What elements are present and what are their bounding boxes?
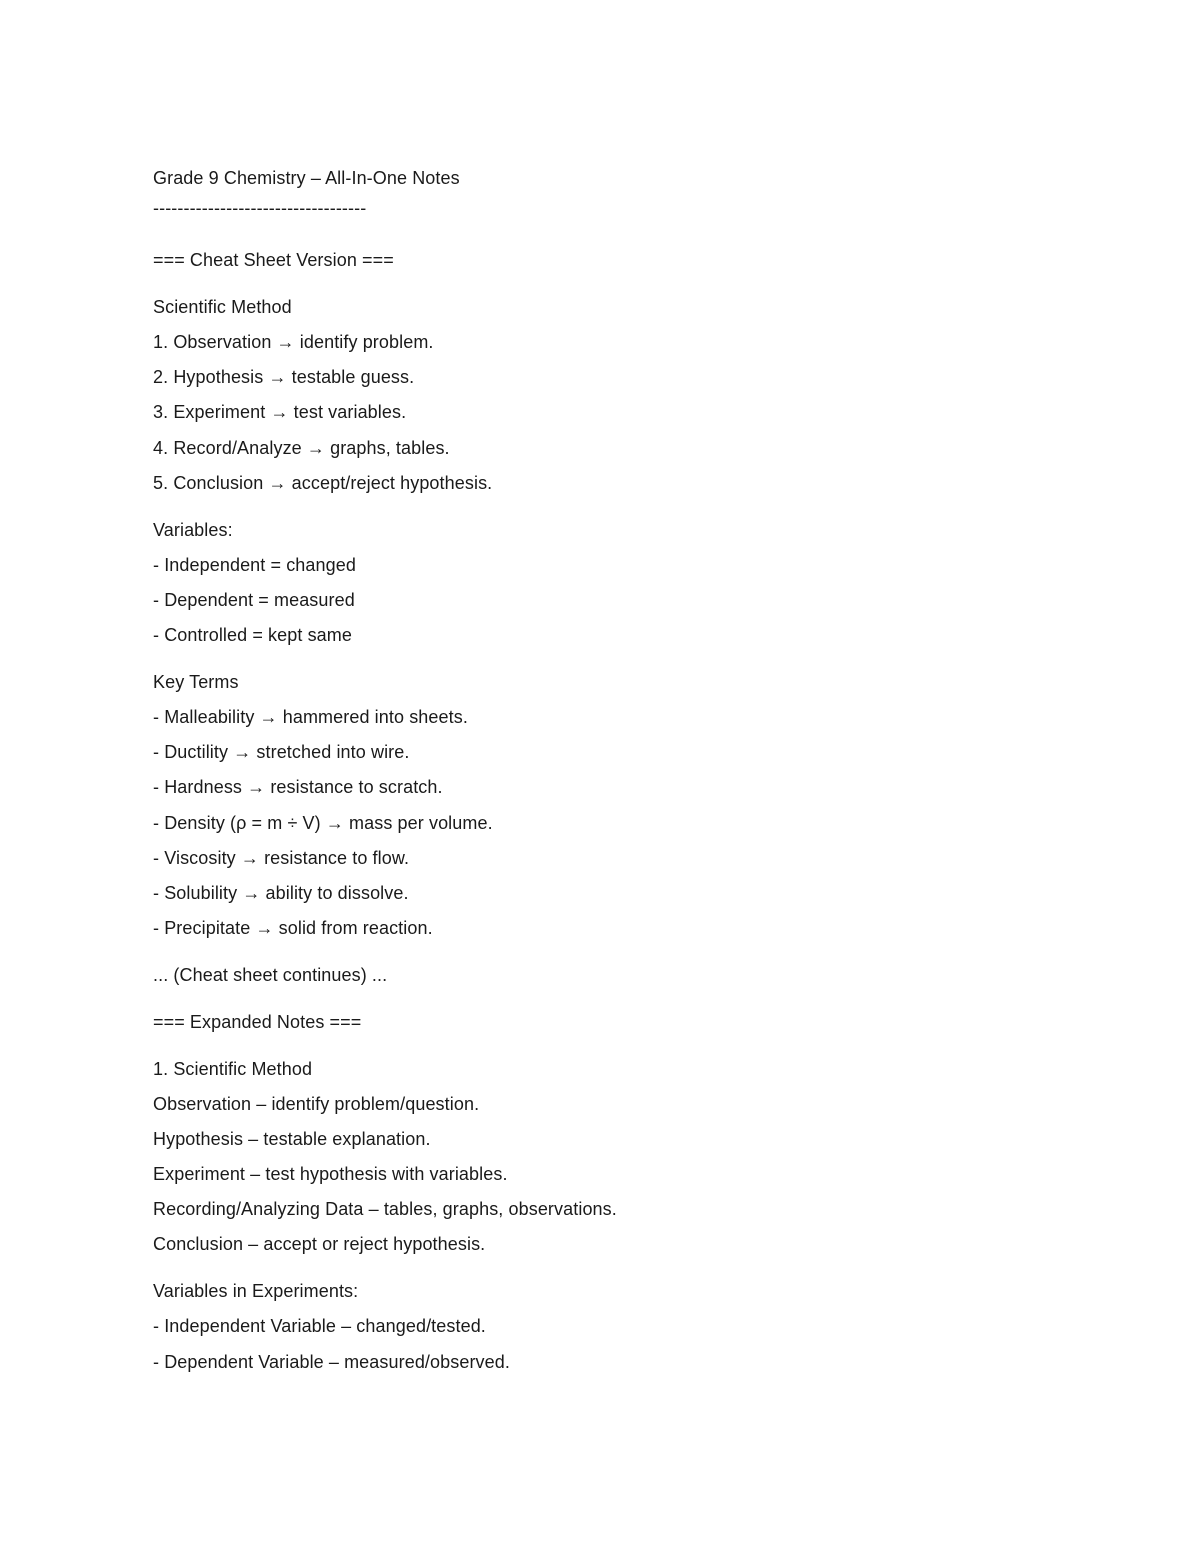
cheat-variables-title: Variables:	[153, 519, 233, 540]
list-item: - Independent = changed	[153, 554, 356, 575]
list-item: - Independent Variable – changed/tested.	[153, 1316, 486, 1337]
list-item: Observation – identify problem/question.	[153, 1093, 480, 1114]
list-item: 2. Hypothesis → testable guess.	[153, 367, 415, 388]
list-item: - Malleability → hammered into sheets.	[153, 707, 468, 728]
page-title: Grade 9 Chemistry – All-In-One Notes	[153, 168, 460, 188]
list-item: - Dependent = measured	[153, 589, 355, 610]
list-item: 1. Observation → identify problem.	[153, 331, 434, 352]
list-item: - Dependent Variable – measured/observed.	[153, 1351, 510, 1372]
list-item: 3. Experiment → test variables.	[153, 402, 407, 423]
title-rule: -----------------------------------	[153, 198, 367, 218]
cheat-scientific-method-title: Scientific Method	[153, 296, 292, 317]
list-item: - Density (ρ = m ÷ V) → mass per volume.	[153, 812, 493, 833]
cheat-continues-note: ... (Cheat sheet continues) ...	[153, 964, 388, 985]
list-item: Hypothesis – testable explanation.	[153, 1128, 431, 1149]
expanded-variables-title: Variables in Experiments:	[153, 1281, 359, 1302]
cheat-key-terms-title: Key Terms	[153, 671, 239, 692]
list-item: - Viscosity → resistance to flow.	[153, 847, 410, 868]
list-item: - Precipitate → solid from reaction.	[153, 918, 433, 939]
list-item: Experiment – test hypothesis with variables.	[153, 1164, 508, 1185]
list-item: - Ductility → stretched into wire.	[153, 742, 410, 763]
cheat-sheet-heading: === Cheat Sheet Version ===	[153, 250, 394, 270]
list-item: Recording/Analyzing Data – tables, graphs, observations.	[153, 1199, 617, 1220]
list-item: 4. Record/Analyze → graphs, tables.	[153, 437, 450, 458]
list-item: - Hardness → resistance to scratch.	[153, 777, 443, 798]
document-page	[153, 166, 1153, 1385]
list-item: - Solubility → ability to dissolve.	[153, 882, 409, 903]
list-item: 5. Conclusion → accept/reject hypothesis.	[153, 472, 493, 493]
list-item: Conclusion – accept or reject hypothesis.	[153, 1234, 486, 1255]
list-item: - Controlled = kept same	[153, 625, 352, 646]
expanded-scientific-method-title: 1. Scientific Method	[153, 1058, 313, 1079]
expanded-notes-heading: === Expanded Notes ===	[153, 1011, 362, 1032]
